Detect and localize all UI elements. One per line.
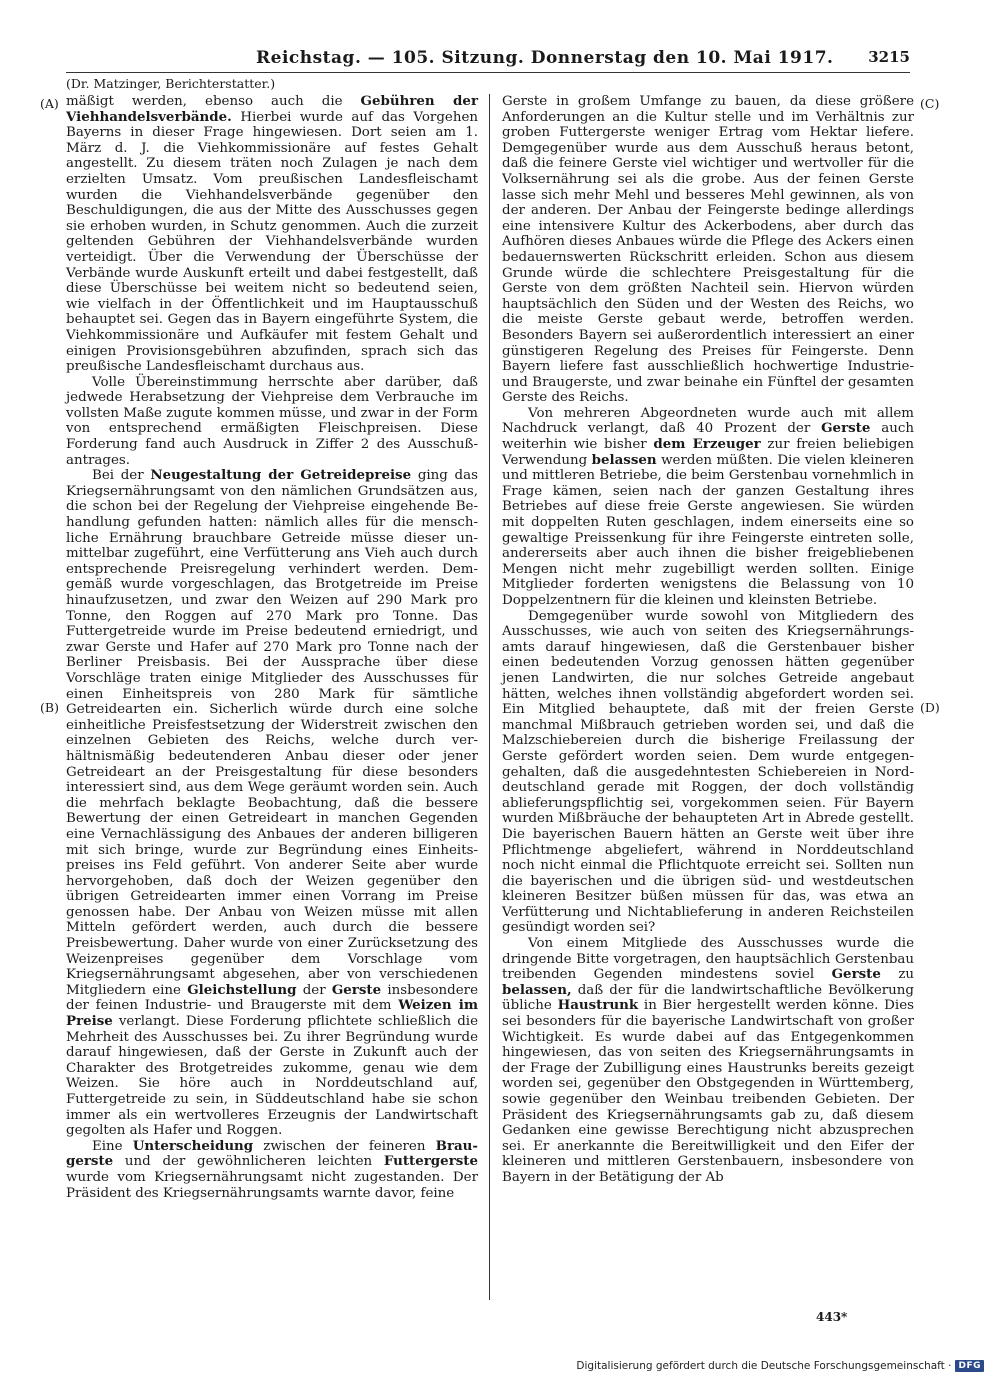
footer-text: Digitalisierung gefördert durch die Deutsche Forschungsgemeinschaft · [576, 1360, 952, 1372]
paragraph: Demgegenüber wurde sowohl von Mitgliedern des Ausschusses, wie auch von seiten des Kriegsernährungsamts darauf hingewiesen, daß die Gerstenbauer bisher einen bedeutenden Vorzug genossen hätten gegenüber jenen Landwirten, die nur solches Getreide angebaut hätten, welches ihnen vollständig abgefordert worden sei. Ein Mitglied behauptete, daß mit der freien Gerste manchmal Mißbrauch getrieben worden sei, und daß die Malzschiebereien durch die bisherige Freilassung der Gerste gefördert worden seien. Dem wurde entgegengehalten, daß die ausgedehntesten Schiebereien in Norddeutschland gerade mit Roggen, der doch vollständig ablieferungspflichtig sei, vorgekommen seien. Für Bayern wurden Mißbräuche der behaupteten Art in Abrede gestellt. Die bayerischen Bauern hätten an Gerste weit über ihre Pflichtmenge abgeliefert, während in Norddeutschland noch nicht einmal die Pflichtquote erreicht sei. Sollten nun die bayerischen und die übrigen süd- und westdeutschen kleineren Besitzer büßen müssen für das, was etwa an Verfütterung und Nichtablieferung in anderen Reichsteilen gesündigt worden sei? [502, 608, 914, 936]
paragraph: Bei der Neugestaltung der Getreidepreise ging das Kriegsernährungsamt von den nämlichen Grundsätzen aus, die schon bei der Regelung der Viehpreise eingehende Behandlung gefunden hatten: nämlich alles für die menschliche Ernährung brauchbare Getreide müsse dieser unmittelbar zugeführt, eine Verfütterung ans Vieh auch durch entsprechende Preisregelung verhindert werden. Demgemäß wurde vorgeschlagen, das Brotgetreide im Preise hinaufzusetzen, und zwar den Weizen auf 290 Mark pro Tonne, den Roggen auf 270 Mark pro Tonne. Das Futtergetreide wurde im Preise bedeutend erniedrigt, und zwar Gerste und Hafer auf 270 Mark pro Tonne nach der Berliner Preisbasis. Bei der Aussprache über diese Vorschläge traten einige Mitglieder des Ausschusses für einen Einheitspreis von 280 Mark für sämtliche Getreidearten ein. Sicherlich würde durch eine solche einheitliche Preisfestsetzung der Widerstreit zwischen den einzelnen Gebieten des Reichs, welche durch verhältnismäßig bedeutenderen Anbau dieser oder jener Getreideart an der Preisgestaltung für diese besonders interessiert sind, aus dem Wege geräumt worden sein. Auch die mehrfach beklagte Beobachtung, daß die bessere Bewertung der einen Getreideart in manchen Gegenden eine Vernachlässigung des Anbaues der anderen billigeren mit sich bringe, wurde zur Begründung eines Einheitspreises ins Feld geführt. Von anderer Seite aber wurde hervorgehoben, daß doch der Weizen gegenüber den übrigen Getreidearten immer einen Vorrang im Preise genossen habe. Der Anbau von Weizen müsse mit allen Mitteln gefördert werden, auch durch die bessere Preisbewertung. Daher wurde von einer Zurücksetzung des Weizenpreises gegenüber dem Vorschlage vom Kriegsernährungsamt abgesehen, aber von verschiedenen Mitgliedern eine Gleichstellung der Gerste insbesondere der feinen Industrie- und Braugerste mit dem Weizen im Preise verlangt. Diese Forderung pflichtete schließlich die Mehrheit des Ausschusses bei. Zu ihrer Begründung wurde darauf hingewiesen, daß der Gerste in Zukunft auch der Charakter des Brotgetreides zukomme, genau wie dem Weizen. Sie höre auch in Norddeutschland auf, Futtergetreide zu sein, in Süddeutschland habe sie schon immer als ein wertvolleres Erzeugnis der Landwirtschaft gegolten als Hafer und Roggen. [66, 467, 478, 1139]
page-number: 3215 [868, 48, 910, 66]
footer [576, 1360, 984, 1372]
margin-marker-c: (C) [920, 96, 940, 111]
margin-marker-d: (D) [920, 700, 940, 715]
column-divider [489, 94, 490, 1300]
signature-mark: 443* [816, 1310, 848, 1324]
speaker-line: (Dr. Matzinger, Berichterstatter.) [66, 76, 276, 91]
left-column [66, 94, 478, 1201]
paragraph: mäßigt werden, ebenso auch die Gebühren der Viehhandelsverbände. Hierbei wurde auf das Vorgehen Bayerns in dieser Frage hingewiesen. Dort seien am 1. März d. J. die Viehkommissionäre auf festes Gehalt angestellt. Zu diesem träten noch Zulagen je nach dem erzielten Umsatz. Vom preußischen Landesfleischamt wurden die Viehhandelsverbände gegenüber den Beschuldigungen, die aus der Mitte des Ausschusses gegen sie erhoben wurden, in Schutz genommen. Auch die zurzeit geltenden Gebühren der Viehhandelsverbände wurden verteidigt. Über die Verwendung der Überschüsse der Verbände wurde Auskunft erteilt und dabei festgestellt, daß diese Überschüsse bei weitem nicht so bedeutend seien, wie vielfach in der Öffentlichkeit und im Hauptausschuß behauptet sei. Gegen das in Bayern eingeführte System, die Viehkommissionäre und Aufkäufer mit festem Gehalt und einigen Provisionsgebühren abzufinden, sprach sich das preußische Landesfleischamt durchaus aus. [66, 93, 478, 375]
header-rule [66, 72, 910, 73]
margin-marker-b: (B) [40, 700, 59, 715]
page-header [66, 48, 910, 70]
margin-marker-a: (A) [40, 96, 59, 111]
paragraph: Von mehreren Abgeordneten wurde auch mit allem Nachdruck verlangt, daß 40 Prozent der Gerste auch weiterhin wie bisher dem Erzeuger zur freien beliebigen Verwendung belassen werden müßten. Die vielen kleineren und mittleren Betriebe, die beim Gerstenbau vornehmlich in Frage kämen, seien nach der ganzen Gestaltung ihres Betriebes auf diese freie Gerste angewiesen. Sie würden mit doppelten Ruten geschlagen, indem einerseits eine so gewaltige Preissenkung für ihre Feingerste eintreten solle, andererseits aber auch ihnen die bisher freigebliebenen Mengen nicht mehr zugebilligt werden sollten. Einige Mitglieder forderten wenigstens die Belassung von 10 Doppelzentnern für die kleinen und kleinsten Betriebe. [502, 405, 914, 608]
paragraph: Volle Übereinstimmung herrschte aber darüber, daß jedwede Herabsetzung der Viehpreise dem Verbrauche im vollsten Maße zugute kommen müsse, und zwar in der Form von entsprechend ermäßigten Fleischpreisen. Diese Forderung fand auch Ausdruck in Ziffer 2 des Ausschußantrages. [66, 374, 478, 468]
dfg-logo: DFG [955, 1360, 984, 1372]
right-column [502, 94, 914, 1186]
paragraph: Gerste in großem Umfange zu bauen, da diese größere Anforderungen an die Kultur stelle und im Verhältnis zur groben Futtergerste weniger Ertrag vom Hektar liefere. Demgegenüber wurde aus dem Ausschuß heraus betont, daß die feinere Gerste viel wichtiger und wertvoller für die Volksernährung sei als die grobe. Aus der feinen Gerste lasse sich mehr Mehl und besseres Mehl gewinnen, als von der anderen. Der Anbau der Feingerste bedinge allerdings eine intensivere Kultur des Ackerbodens, aber durch das Aufhören dieses Anbaues würde die Pflege des Ackers einen bedauernswerten Rückschritt erleiden. Schon aus diesem Grunde würde die schlechtere Preisgestaltung für die Gerste von dem größten Nachteil sein. Hiervon würden hauptsächlich den Süden und der Westen des Reichs, wo die meiste Gerste gebaut werde, betroffen werden. Besonders Bayern sei außerordentlich interessiert an einer günstigeren Regelung des Preises für Feingerste. Denn Bayern liefere fast ausschließlich hochwertige Industrie- und Braugerste, und zwar beinahe ein Fünftel der gesamten Gerste des Reichs. [502, 94, 914, 406]
paragraph: Eine Unterscheidung zwischen der feineren Braugerste und der gewöhnlicheren leichten Futtergerste wurde vom Kriegsernährungsamt nicht zugestanden. Der Präsident des Kriegsernährungsamts warnte davor, feine [66, 1137, 478, 1201]
running-title: Reichstag. — 105. Sitzung. Donnerstag den 10. Mai 1917. [256, 48, 834, 68]
paragraph: Von einem Mitgliede des Ausschusses wurde die dringende Bitte vorgetragen, den hauptsächlich Gerstenbau treibenden Gegenden mindestens soviel Gerste zu belassen, daß der für die landwirtschaftliche Bevölkerung übliche Haustrunk in Bier hergestellt werden könne. Dies sei besonders für die bayerische Landwirtschaft von großer Wichtigkeit. Es wurde dabei auf das Entgegenkommen hingewiesen, das von seiten des Kriegsernährungsamts in der Frage der Zubilligung eines Haustrunks bereits gezeigt worden sei, gegenüber den Obstgegenden in Württemberg, sowie gegenüber den Weinbau treibenden Gebieten. Der Präsident des Kriegsernährungsamts gab zu, daß diesem Gedanken eine gewisse Berechtigung nicht abzusprechen sei. Er anerkannte die Bereitwilligkeit und den Eifer der kleineren und mittleren Gerstenbauern, insbesondere von Bayern in der Betätigung der Ab [502, 936, 914, 1185]
